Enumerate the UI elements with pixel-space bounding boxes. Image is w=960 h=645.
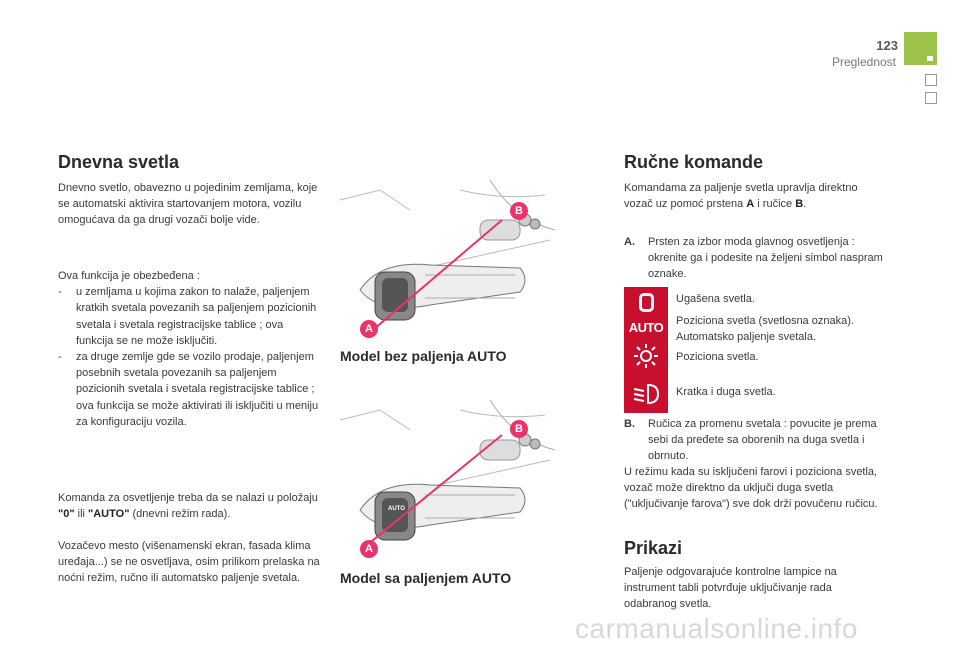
stalk-illustration-no-auto xyxy=(340,180,562,340)
function-list xyxy=(58,268,320,430)
low-beam-icon xyxy=(624,377,668,411)
light-mode-icon-panel xyxy=(624,287,668,413)
mode-label-beam: Kratka i duga svetla. xyxy=(676,386,776,398)
manual-intro: Komandama za paljenje svetla upravlja direktno vozač uz pomoć prstena A i ručice B. xyxy=(624,182,858,211)
watermark: carmanualsonline.info xyxy=(575,613,858,644)
title-dnevna-svetla: Dnevna svetla xyxy=(58,152,180,172)
mode-label-position: Poziciona svetla. xyxy=(676,351,759,363)
nav-box-icon xyxy=(925,74,937,86)
mode-label-off: Ugašena svetla. xyxy=(676,293,755,305)
item-b: B. Ručica za promenu svetala : povucite je prema sebi da pređete sa oborenih na duga svetla i obrnuto. xyxy=(624,418,877,463)
prikazi-paragraph: Paljenje odgovarajuće kontrolne lampice na instrument tabli potvrđuje uključivanje rada odabranog svetla. xyxy=(624,566,837,611)
function-intro: Ova funkcija je obezbeđena : xyxy=(58,270,200,282)
marker-b: B xyxy=(510,202,528,220)
section-label: Preglednost xyxy=(831,55,896,69)
command-paragraph: Komanda za osvetljenje treba da se nalazi u položaju "0" ili "AUTO" (dnevni režim rada). xyxy=(58,492,318,521)
marker-a: A xyxy=(360,540,378,558)
nav-box-icon xyxy=(925,92,937,104)
mode-label-auto: Poziciona svetla (svetlosna oznaka). Automatsko paljenje svetala. xyxy=(676,315,854,344)
driver-place-paragraph: Vozačevo mesto (višenamenski ekran, fasada klima uređaja...) se ne osvetljava, osim prilikom prelaska na noćni režim, ručno ili automatsko paljenje svetala. xyxy=(58,540,320,585)
high-beam-paragraph: U režimu kada su isključeni farovi i poziciona svetla, vozač može direktno da uključi duga svetla ("uključivanje farova") sve dok drži povučenu ručicu. xyxy=(624,466,878,511)
title-prikazi: Prikazi xyxy=(624,538,683,558)
caption-no-auto: Model bez paljenja AUTO xyxy=(340,348,507,364)
list-item: - za druge zemlje gde se vozilo prodaje, paljenjem posebnih svetala povezanih sa paljenjem pozicionih svetala i svetala registracijske tablice ; ova funkcija se može aktivirati ili isključiti u meniju za konfiguraciju vozila. xyxy=(58,351,319,428)
intro-paragraph: Dnevno svetlo, obavezno u pojedinim zemljama, koje se automatski aktivira startovanjem motora, vozilu omogućava da ga drugi vozači bolje vide. xyxy=(58,182,318,227)
position-lights-icon xyxy=(624,339,668,373)
page-number: 123 xyxy=(876,38,898,53)
marker-a: A xyxy=(360,320,378,338)
tab-square-icon xyxy=(927,56,933,61)
zero-icon xyxy=(624,289,668,315)
list-item: - u zemljama u kojima zakon to nalaže, paljenjem kratkih svetala povezanih sa paljenjem pozicionih svetala i svetala registracijske tablice ; ova funkcija se ne može isključiti. xyxy=(58,286,317,347)
caption-auto: Model sa paljenjem AUTO xyxy=(340,570,512,586)
auto-small-label: AUTO xyxy=(388,506,405,512)
auto-icon: AUTO xyxy=(628,319,664,335)
marker-b: B xyxy=(510,420,528,438)
chapter-tab xyxy=(904,32,937,65)
item-a: A. Prsten za izbor moda glavnog osvetljenja : okrenite ga i podesite na željeni simbol naspram oznake. xyxy=(624,236,883,281)
title-rucne-komande: Ručne komande xyxy=(624,152,764,172)
stalk-illustration-auto xyxy=(340,400,562,560)
